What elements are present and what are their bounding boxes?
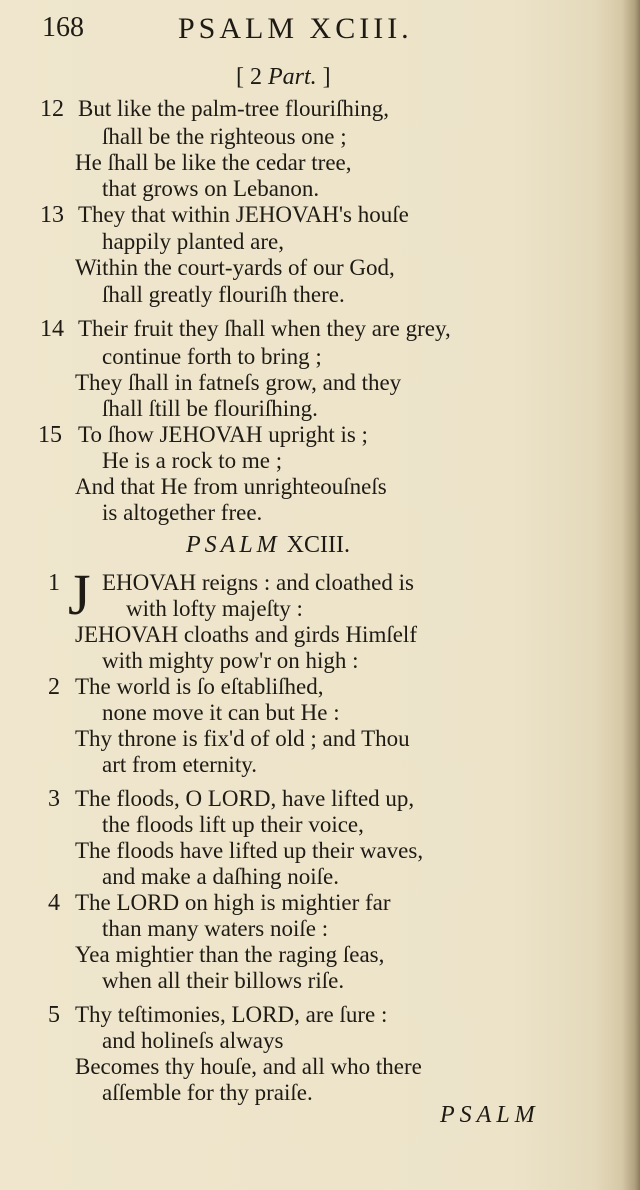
verse-number: 4 — [48, 890, 60, 916]
psalm-heading: PSALM XCIII. — [186, 532, 350, 558]
verse-number: 13 — [40, 202, 64, 228]
catchword: PSALM — [440, 1102, 540, 1128]
verse-line: Becomes thy houſe, and all who there — [75, 1054, 422, 1079]
verse-line: Yea mightier than the raging ſeas, — [75, 942, 385, 967]
verse-line: He ſhall be like the cedar tree, — [75, 150, 352, 175]
running-title: PSALM XCIII. — [178, 12, 413, 45]
verse-number: 12 — [40, 96, 64, 122]
verse-line: ſhall ſtill be flouriſhing. — [102, 396, 318, 421]
verse-line: Thy throne is fix'd of old ; and Thou — [75, 726, 410, 751]
verse-number: 14 — [40, 316, 64, 342]
verse-number: 3 — [48, 786, 60, 812]
verse-line: But like the palm-tree flouriſhing, — [78, 96, 390, 121]
verse-line: happily planted are, — [102, 229, 285, 254]
verse-line: Thy teſtimonies, LORD, are ſure : — [75, 1002, 388, 1027]
page-number: 168 — [42, 12, 84, 43]
verse-line: The floods, O LORD, have lifted up, — [75, 786, 415, 811]
verse-number: 2 — [48, 674, 60, 700]
verse-number: 1 — [48, 570, 60, 596]
verse-line: continue forth to bring ; — [102, 344, 322, 369]
drop-cap: J — [68, 562, 91, 627]
verse-line: The LORD on high is mightier far — [75, 890, 391, 915]
verse-line: EHOVAH reigns : and cloathed is — [102, 570, 414, 595]
verse-line: when all their billows riſe. — [102, 968, 345, 993]
verse-line: and make a daſhing noiſe. — [102, 864, 339, 889]
verse-line: The floods have lifted up their waves, — [75, 838, 424, 863]
verse-line: And that He from unrighteouſneſs — [75, 474, 387, 499]
verse-number: 5 — [48, 1002, 60, 1028]
verse-line: with mighty pow'r on high : — [102, 648, 359, 673]
verse-line: He is a rock to me ; — [102, 448, 283, 473]
verse-line: none move it can but He : — [102, 700, 340, 725]
verse-line: ſhall greatly flouriſh there. — [102, 282, 345, 307]
verse-line: is altogether free. — [102, 500, 263, 525]
verse-line: They that within JEHOVAH's houſe — [78, 202, 409, 227]
verse-line: They ſhall in fatneſs grow, and they — [75, 370, 402, 395]
verse-line: JEHOVAH cloaths and girds Himſelf — [75, 622, 417, 647]
verse-number: 15 — [38, 422, 62, 448]
verse-line: ſhall be the righteous one ; — [102, 124, 347, 149]
verse-line: that grows on Lebanon. — [102, 176, 320, 201]
verse-line: art from eternity. — [102, 752, 257, 777]
verse-line: Within the court-yards of our God, — [75, 255, 395, 280]
verse-line: Their fruit they ſhall when they are grey, — [78, 316, 451, 341]
verse-line: To ſhow JEHOVAH upright is ; — [78, 422, 368, 447]
page-edge-shadow — [622, 0, 640, 1190]
verse-line: than many waters noiſe : — [102, 916, 329, 941]
verse-line: The world is ſo eſtabliſhed, — [75, 674, 324, 699]
part-label: [ 2 Part. ] — [236, 64, 331, 90]
verse-line: aſſemble for thy praiſe. — [102, 1080, 313, 1105]
verse-line: the floods lift up their voice, — [102, 812, 364, 837]
verse-line: with lofty majeſty : — [126, 596, 303, 621]
verse-line: and holineſs always — [102, 1028, 284, 1053]
